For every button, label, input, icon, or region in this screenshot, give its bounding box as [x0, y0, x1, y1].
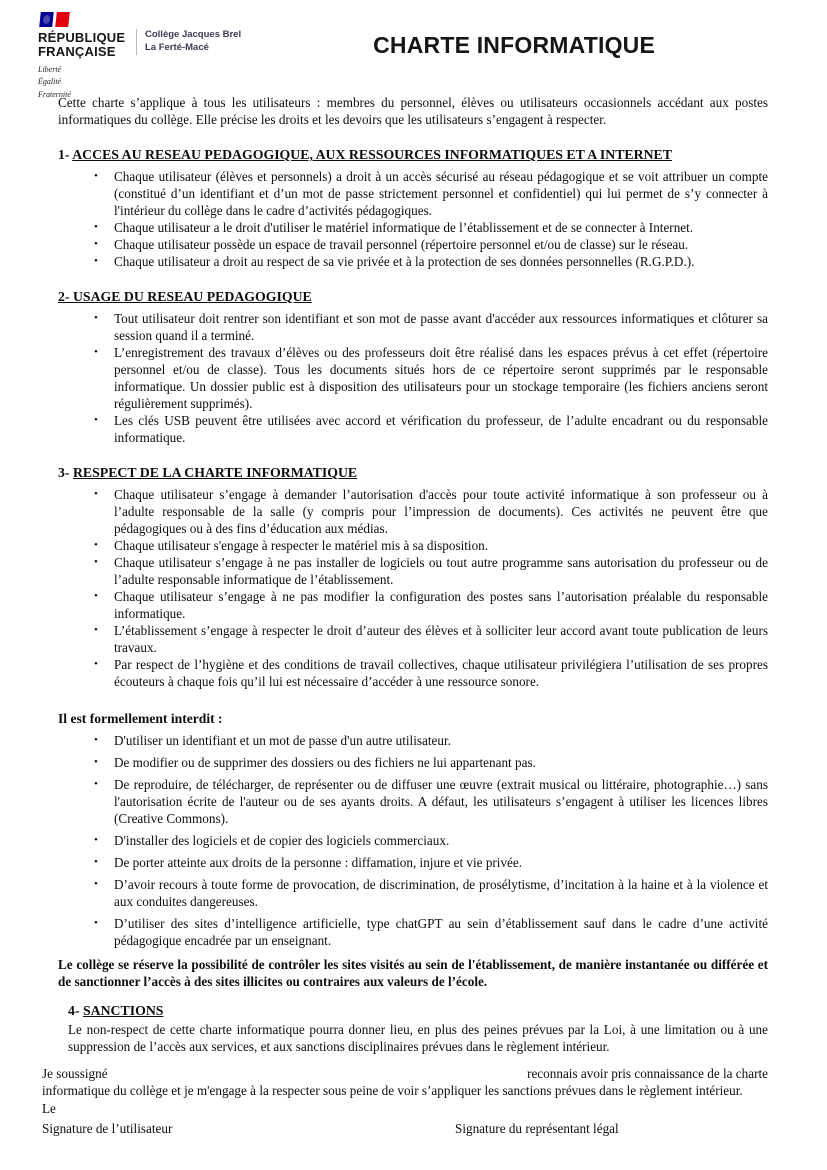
- republique-label: RÉPUBLIQUE: [38, 30, 126, 45]
- document-body: [0, 80, 827, 1137]
- section-4-heading: [68, 1002, 768, 1019]
- list-item: • D’avoir recours à toute forme de provocation, de discrimination, de prosélytisme, d’incitation à la haine et à la violence et aux conduites dangereuses.: [92, 876, 768, 910]
- monitoring-notice: Le collège se réserve la possibilité de contrôler les sites visités au sein de l'établissement, de manière instantanée ou différée et de sanctionner l’accès à des sites illicites ou contraires aux valeurs de l’école.: [58, 957, 768, 989]
- reconnais-label: reconnais avoir pris connaissance de la charte: [527, 1066, 768, 1081]
- motto-fraternite: Fraternité: [38, 89, 71, 99]
- list-item: • Chaque utilisateur s'engage à respecter le matériel mis à sa disposition.: [92, 537, 768, 554]
- section-2-heading: [58, 288, 768, 305]
- republique-francaise-logo: [38, 12, 130, 101]
- list-item: • Chaque utilisateur s’engage à demander l’autorisation d'accès pour toute activité informatique à son professeur ou à l’adulte responsable de la salle (y compris pour l’impression de documents). Ces activités ne peuvent être que pédagogiques ou à des fins d’éducation aux médias.: [92, 486, 768, 537]
- list-item: • D’utiliser des sites d’intelligence artificielle, type chatGPT au sein d’établissement sauf dans le cadre d’une activité pédagogique encadrée par un enseignant.: [92, 915, 768, 949]
- document-header: [0, 0, 827, 99]
- section-3-list: [58, 486, 768, 690]
- signature-block: [42, 1065, 768, 1137]
- list-item: • D'utiliser un identifiant et un mot de passe d'un autre utilisateur.: [92, 732, 768, 749]
- section-1-heading: [58, 146, 768, 163]
- sanctions-paragraph: Le non-respect de cette charte informatique pourra donner lieu, en plus des peines prévues par la Loi, à une limitation ou à une suppression de l’accès aux services, et aux sanctions disciplinaires prévues dans le règlement intérieur.: [68, 1022, 768, 1054]
- date-prefix: Le: [42, 1101, 56, 1116]
- list-item: • Les clés USB peuvent être utilisées avec accord et vérification du professeur, de l’adulte encadrant ou du responsable informatique.: [92, 412, 768, 446]
- list-item: • Chaque utilisateur a le droit d'utiliser le matériel informatique de l’établissement et de se connecter à Internet.: [92, 219, 768, 236]
- french-flag-icon: [40, 12, 130, 28]
- section-1-number: 1-: [58, 147, 73, 162]
- section-4-number: 4-: [68, 1003, 83, 1018]
- section-4: [58, 1002, 768, 1055]
- interdit-heading: Il est formellement interdit :: [58, 711, 223, 726]
- motto-liberte: Liberté: [38, 65, 62, 75]
- intro-paragraph: Cette charte s’applique à tous les utilisateurs : membres du personnel, élèves ou utilisateurs occasionnels accédant aux postes informatiques du collège. Elle précise les droits et les devoirs que les utilisateurs s’engagent à respecter.: [58, 95, 768, 127]
- school-name-line2: La Ferté-Macé: [145, 41, 209, 53]
- signature-legal-label: Signature du représentant légal: [455, 1121, 619, 1136]
- section-2-title: 2- USAGE DU RESEAU PEDAGOGIQUE: [58, 289, 312, 304]
- list-item: • Chaque utilisateur s’engage à ne pas modifier la configuration des postes sans l’autorisation préalable du responsable informatique.: [92, 588, 768, 622]
- list-item: • Chaque utilisateur a droit au respect de sa vie privée et à la protection de ses données personnelles (R.G.P.D.).: [92, 253, 768, 270]
- list-item: • De porter atteinte aux droits de la personne : diffamation, injure et vie privée.: [92, 854, 768, 871]
- je-soussigne-label: Je soussigné: [42, 1066, 108, 1081]
- section-3-heading: [58, 464, 768, 481]
- school-name: [136, 29, 241, 55]
- list-item: • Chaque utilisateur (élèves et personnels) a droit à un accès sécurisé au réseau pédagogique et se voit attribuer un compte (constitué d’un identifiant et d’un mot de passe strictement personnel et confidentiel) qui lui permet de s’y connecter à l'intérieur du collège dans le cadre d’activités pédagogiques.: [92, 168, 768, 219]
- section-3-title: RESPECT DE LA CHARTE INFORMATIQUE: [72, 465, 358, 480]
- section-1-title: ACCES AU RESEAU PEDAGOGIQUE, AUX RESSOURCES INFORMATIQUES ET A INTERNET: [72, 147, 672, 162]
- school-name-line1: Collège Jacques Brel: [145, 29, 242, 40]
- section-1-list: [58, 168, 768, 270]
- list-item: • De reproduire, de télécharger, de représenter ou de diffuser une œuvre (extrait musical ou littéraire, photographie…) sans l'autorisation écrite de l'auteur ou de ses ayants droits. A défaut, les utilisateurs s’engagent à utiliser les licences libres (Creative Commons).: [92, 776, 768, 827]
- section-2-list: [58, 310, 768, 446]
- motto-egalite: Égalité: [38, 77, 62, 87]
- list-item: • De modifier ou de supprimer des dossiers ou des fichiers ne lui appartenant pas.: [92, 754, 768, 771]
- section-3-number: 3-: [58, 465, 73, 480]
- signature-continuation: informatique du collège et je m'engage à la respecter sous peine de voir s’appliquer les sanctions prévues dans le règlement intérieur.: [42, 1083, 743, 1098]
- list-item: • D'installer des logiciels et de copier des logiciels commerciaux.: [92, 832, 768, 849]
- page-title: CHARTE INFORMATIQUE: [373, 32, 656, 58]
- signature-user-label: Signature de l’utilisateur: [42, 1121, 173, 1136]
- flag-red-band: [55, 12, 70, 27]
- list-item: • Chaque utilisateur s’engage à ne pas installer de logiciels ou tout autre programme sans autorisation du professeur ou de l’adulte responsable informatique de l’établissement.: [92, 554, 768, 588]
- francaise-label: FRANÇAISE: [38, 44, 116, 60]
- list-item: • Par respect de l’hygiène et des conditions de travail collectives, chaque utilisateur privilégiera l’utilisation de ses propres écouteurs à chaque fois qu’il lui est nécessaire d’accéder à une ressource sonore.: [92, 656, 768, 690]
- list-item: • Chaque utilisateur possède un espace de travail personnel (répertoire personnel et/ou de classe) sur le réseau.: [92, 236, 768, 253]
- list-item: • L’enregistrement des travaux d’élèves ou des professeurs doit être réalisé dans les espaces prévus à cet effet (répertoire personnel et/ou de classe). Tous les documents situés hors de ce répertoire seront supprimés par le responsable informatique. Un dossier public est à disposition des utilisateurs pour un stockage temporaire (les fichiers anciens seront régulièrement supprimés).: [92, 344, 768, 412]
- section-4-title: SANCTIONS: [82, 1003, 164, 1018]
- interdit-list: [58, 732, 768, 949]
- list-item: • L’établissement s’engage à respecter le droit d’auteur des élèves et à solliciter leur accord avant toute publication de leurs travaux.: [92, 622, 768, 656]
- list-item: • Tout utilisateur doit rentrer son identifiant et son mot de passe avant d'accéder aux ressources informatiques et clôturer sa session quand il a terminé.: [92, 310, 768, 344]
- flag-blue-band: [39, 12, 54, 27]
